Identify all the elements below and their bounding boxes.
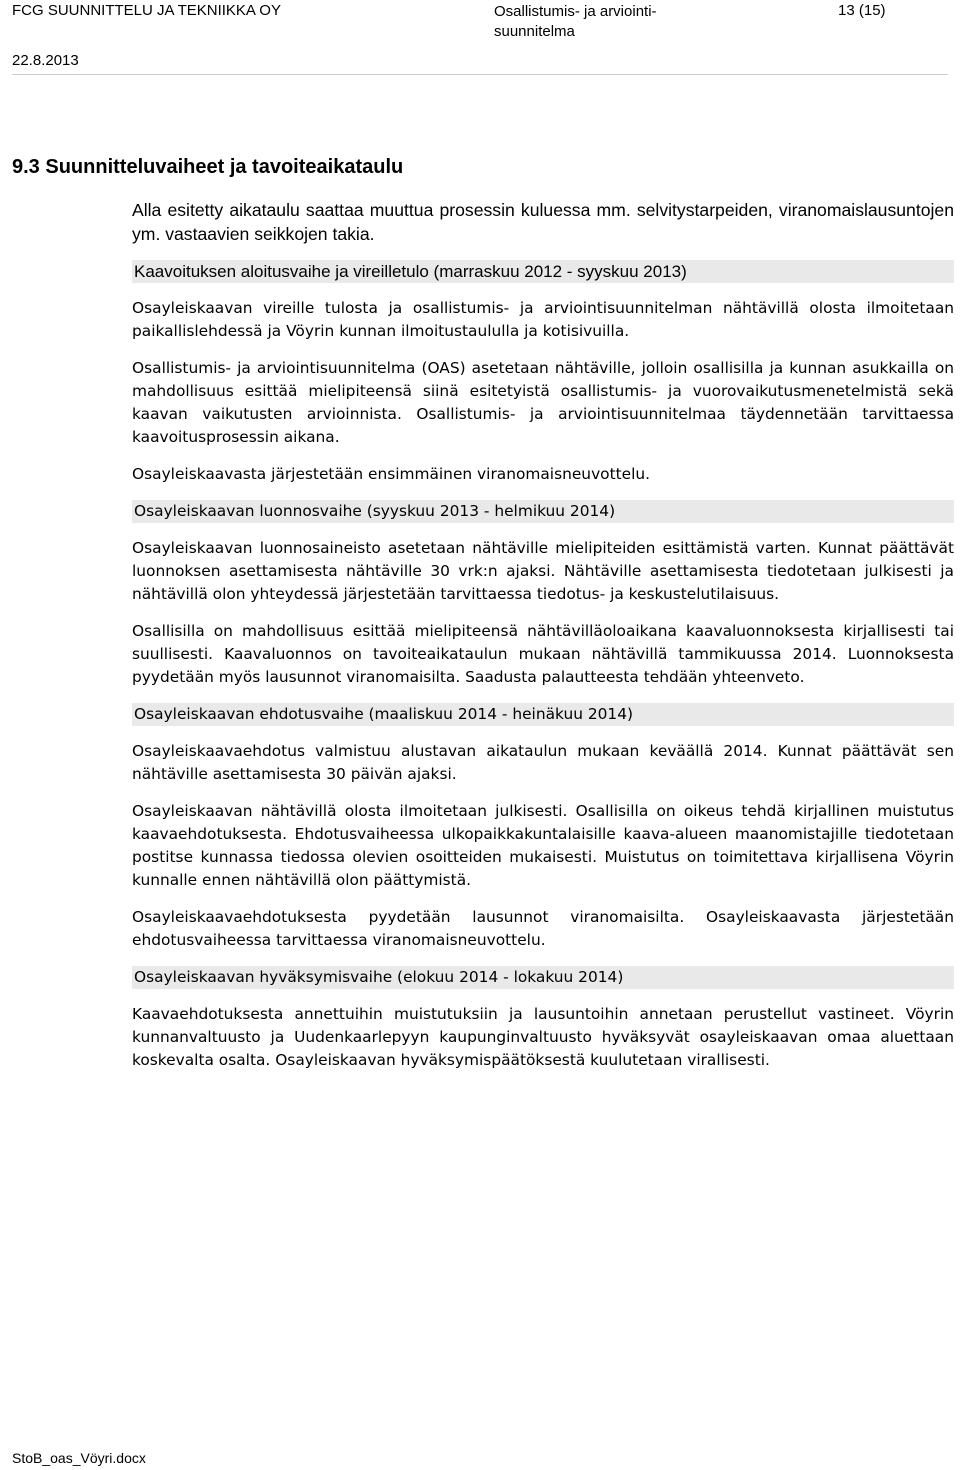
phase-section-2 xyxy=(132,500,954,689)
document-body xyxy=(132,198,954,1086)
header-divider xyxy=(12,74,948,75)
header-date: 22.8.2013 xyxy=(12,52,79,69)
paragraph: Osayleiskaavasta järjestetään ensimmäinen viranomaisneuvottelu. xyxy=(132,465,651,483)
paragraph: Osallistumis- ja arviointisuunnitelma (OAS) asetetaan nähtäville, jolloin osallisilla ja kunnan asukkailla on mahdollisuus esittää mielipiteensä siinä esitetyistä osallistumis- ja vuorovaikutusmenetelmistä sekä kaavan vaikutusten arvioinnista. Osallistumis- ja arviointisuunnitelmaa täydennetään tarvittaessa kaavoitusprosessin aikana. xyxy=(132,359,954,446)
paragraph: Osayleiskaavan luonnosaineisto asetetaan nähtäville mielipiteiden esittämistä varten. Kunnat päättävät luonnoksen asettamisesta nähtäville 30 vrk:n ajaksi. Nähtäville asettamisesta tiedotetaan julkisesti ja nähtävillä olon yhteydessä järjestetään tarvittaessa tiedotus- ja keskustelutilaisuus. xyxy=(132,539,954,603)
header-organization: FCG SUUNNITTELU JA TEKNIIKKA OY xyxy=(12,2,281,19)
phase-heading: Osayleiskaavan hyväksymisvaihe (elokuu 2014 - lokakuu 2014) xyxy=(132,966,954,989)
phase-section-3 xyxy=(132,703,954,952)
paragraph: Osayleiskaavaehdotuksesta pyydetään lausunnot viranomaisilta. Osayleiskaavasta järjestetään ehdotusvaiheessa tarvittaessa viranomaisneuvottelu. xyxy=(132,908,954,949)
intro-paragraph: Alla esitetty aikataulu saattaa muuttua prosessin kuluessa mm. selvitystarpeiden, viranomaislausuntojen ym. vastaavien seikkojen takia. xyxy=(132,200,954,244)
header-document-title: Osallistumis- ja arviointi-suunnitelma xyxy=(494,3,657,40)
phase-heading: Osayleiskaavan luonnosvaihe (syyskuu 2013 - helmikuu 2014) xyxy=(132,500,954,523)
paragraph: Osayleiskaavan vireille tulosta ja osallistumis- ja arviointisuunnitelman nähtävillä olosta ilmoitetaan paikallislehdessä ja Vöyrin kunnan ilmoitustaululla ja kotisivuilla. xyxy=(132,299,954,340)
paragraph: Osayleiskaavaehdotus valmistuu alustavan aikataulun mukaan keväällä 2014. Kunnat päättävät sen nähtäville asettamisesta 30 päivän ajaksi. xyxy=(132,742,954,783)
page-header xyxy=(12,0,948,72)
phase-heading: Kaavoituksen aloitusvaihe ja vireilletulo (marraskuu 2012 - syyskuu 2013) xyxy=(132,260,954,283)
header-page-number: 13 (15) xyxy=(838,2,886,19)
section-title: 9.3 Suunnitteluvaiheet ja tavoiteaikataulu xyxy=(12,156,404,178)
footer-filename: StoB_oas_Vöyri.docx xyxy=(12,1450,146,1466)
paragraph: Osayleiskaavan nähtävillä olosta ilmoitetaan julkisesti. Osallisilla on oikeus tehdä kirjallinen muistutus kaavaehdotuksesta. Ehdotusvaiheessa ulkopaikkakuntalaisille kaava-alueen maanomistajille tiedotetaan postitse kunnassa tiedossa olevien osoitteiden mukaisesti. Muistutus on toimitettava kirjallisena Vöyrin kunnalle ennen nähtävillä olon päättymistä. xyxy=(132,802,954,889)
phase-heading: Osayleiskaavan ehdotusvaihe (maaliskuu 2014 - heinäkuu 2014) xyxy=(132,703,954,726)
phase-section-1 xyxy=(132,260,954,486)
paragraph: Kaavaehdotuksesta annettuihin muistutuksiin ja lausuntoihin annetaan perustellut vastineet. Vöyrin kunnanvaltuusto ja Uudenkaarlepyyn kaupunginvaltuusto hyväksyvät osayleiskaavan omaa aluettaan koskevalta osalta. Osayleiskaavan hyväksymispäätöksestä kuulutetaan virallisesti. xyxy=(132,1005,954,1069)
phase-section-4 xyxy=(132,966,954,1072)
paragraph: Osallisilla on mahdollisuus esittää mielipiteensä nähtävilläoloaikana kaavaluonnoksesta kirjallisesti tai suullisesti. Kaavaluonnos on tavoiteaikataulun mukaan nähtävillä tammikuussa 2014. Luonnoksesta pyydetään myös lausunnot viranomaisilta. Saadusta palautteesta tehdään yhteenveto. xyxy=(132,622,954,686)
